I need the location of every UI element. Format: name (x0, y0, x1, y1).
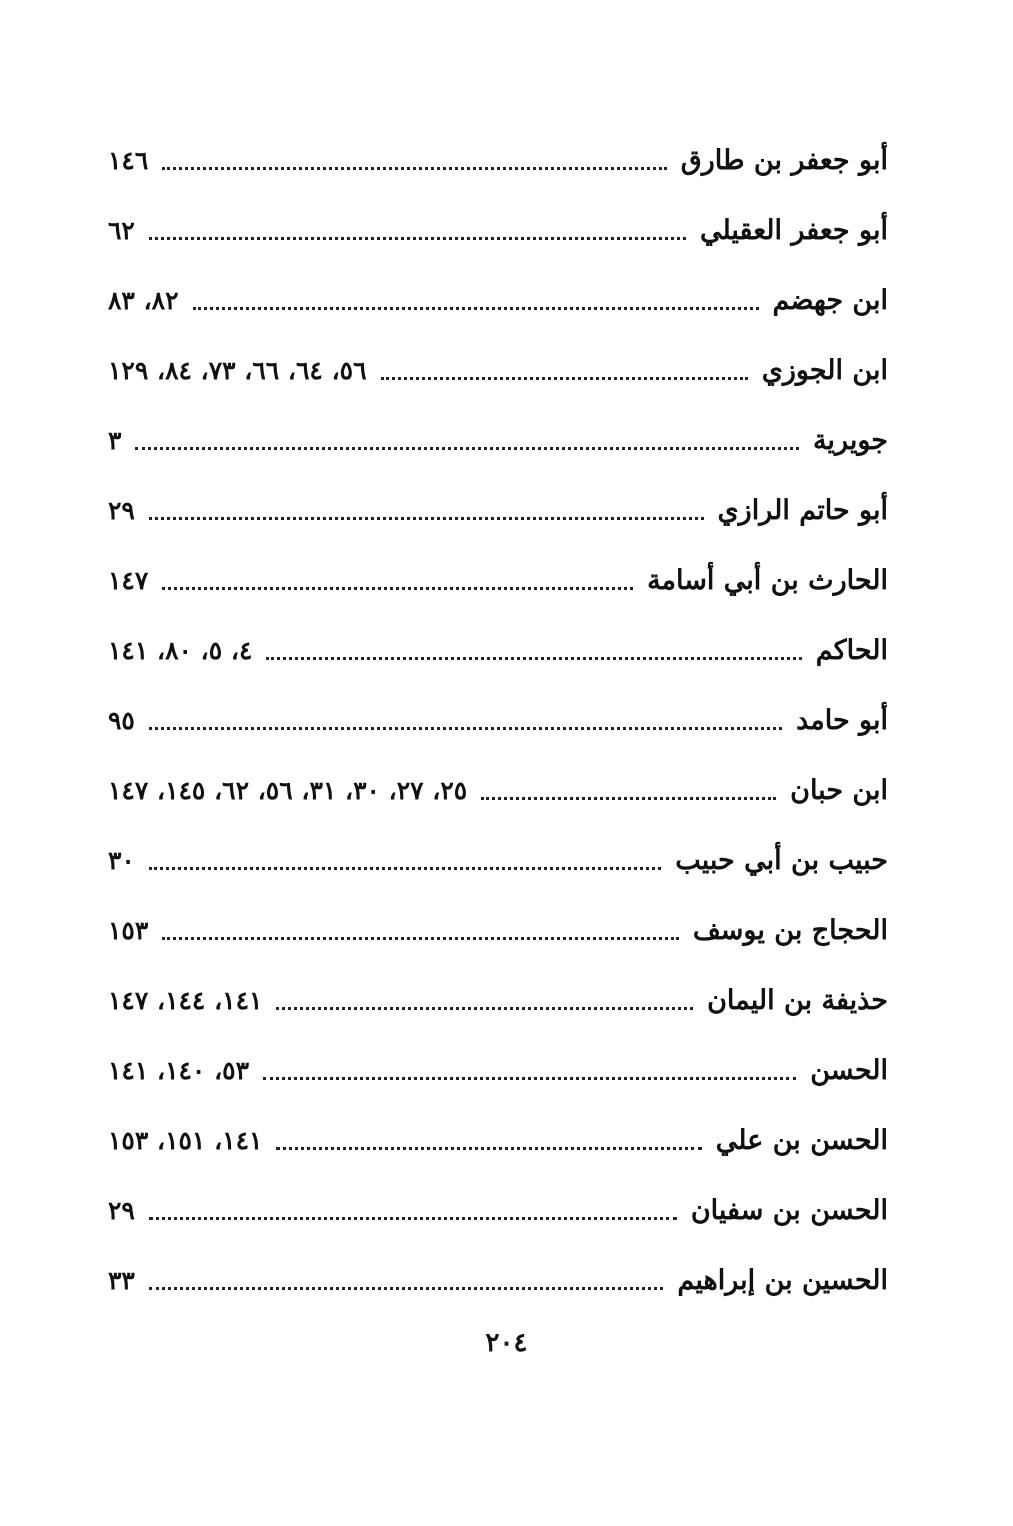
dot-leader (193, 307, 759, 310)
dot-leader (162, 167, 666, 170)
entry-name: ابن حبان (790, 774, 888, 806)
entry-name: الحجاج بن يوسف (692, 914, 888, 946)
entry-name: الحارث بن أبي أسامة (647, 564, 888, 596)
entry-pages: ١٤١، ١٤٤، ١٤٧ (108, 985, 263, 1015)
entry-name: حذيفة بن اليمان (707, 984, 888, 1016)
entry-name: الحسن بن علي (715, 1124, 888, 1156)
entry-pages: ٢٩ (108, 1195, 135, 1225)
entry-pages: ٨٢، ٨٣ (108, 285, 179, 315)
entry-name: ابن الجوزي (761, 354, 888, 386)
entry-pages: ٢٩ (108, 495, 135, 525)
dot-leader (149, 727, 782, 730)
index-entry (108, 265, 888, 335)
entry-pages: ٥٣، ١٤٠، ١٤١ (108, 1055, 250, 1085)
entry-name: جويرية (812, 424, 888, 456)
index-entry (108, 965, 888, 1035)
index-entry (108, 685, 888, 755)
entry-pages: ٣٣ (108, 1265, 135, 1295)
entry-name: أبو جعفر بن طارق (680, 144, 888, 176)
dot-leader (149, 237, 686, 240)
index-entry (108, 1035, 888, 1105)
index-entry (108, 545, 888, 615)
dot-leader (381, 377, 748, 380)
dot-leader (149, 517, 704, 520)
entry-pages: ٣٠ (108, 845, 135, 875)
entry-pages: ٤، ٥، ٨٠، ١٤١ (108, 635, 253, 665)
index-entry (108, 405, 888, 475)
entry-name: الحسن بن سفيان (690, 1194, 888, 1226)
entry-pages: ٥٦، ٦٤، ٦٦، ٧٣، ٨٤، ١٢٩ (108, 355, 367, 385)
dot-leader (149, 1217, 677, 1220)
entry-name: الحسن (810, 1054, 888, 1086)
dot-leader (276, 1007, 693, 1010)
index-entry (108, 125, 888, 195)
index-entry (108, 1105, 888, 1175)
dot-leader (149, 867, 661, 870)
entry-name: حبيب بن أبي حبيب (675, 844, 888, 876)
entry-name: أبو حاتم الرازي (717, 494, 888, 526)
entry-name: ابن جهضم (772, 284, 888, 316)
index-entry (108, 825, 888, 895)
index-entry (108, 475, 888, 545)
entry-pages: ١٥٣ (108, 915, 149, 945)
dot-leader (162, 587, 633, 590)
page-number: ٢٠٤ (485, 1328, 528, 1358)
dot-leader (276, 1147, 701, 1150)
entry-pages: ٣ (108, 425, 122, 455)
entry-pages: ٦٢ (108, 215, 135, 245)
index-entry (108, 1245, 888, 1315)
entry-name: الحسين بن إبراهيم (677, 1264, 888, 1296)
index-entry (108, 195, 888, 265)
dot-leader (263, 1077, 796, 1080)
dot-leader (481, 797, 776, 800)
entry-name: أبو حامد (796, 704, 888, 736)
entry-name: أبو جعفر العقيلي (699, 214, 888, 246)
index-entry (108, 1175, 888, 1245)
entry-pages: ١٤١، ١٥١، ١٥٣ (108, 1125, 263, 1155)
index-entry (108, 895, 888, 965)
index-entry (108, 335, 888, 405)
entry-pages: ١٤٧ (108, 565, 149, 595)
dot-leader (135, 447, 799, 450)
name-index-list (108, 125, 888, 1315)
dot-leader (149, 1287, 664, 1290)
entry-pages: ٢٥، ٢٧، ٣٠، ٣١، ٥٦، ٦٢، ١٤٥، ١٤٧ (108, 775, 468, 805)
entry-pages: ٩٥ (108, 705, 135, 735)
entry-pages: ١٤٦ (108, 145, 149, 175)
entry-name: الحاكم (815, 634, 888, 666)
dot-leader (162, 937, 679, 940)
dot-leader (266, 657, 801, 660)
index-entry (108, 755, 888, 825)
index-entry (108, 615, 888, 685)
